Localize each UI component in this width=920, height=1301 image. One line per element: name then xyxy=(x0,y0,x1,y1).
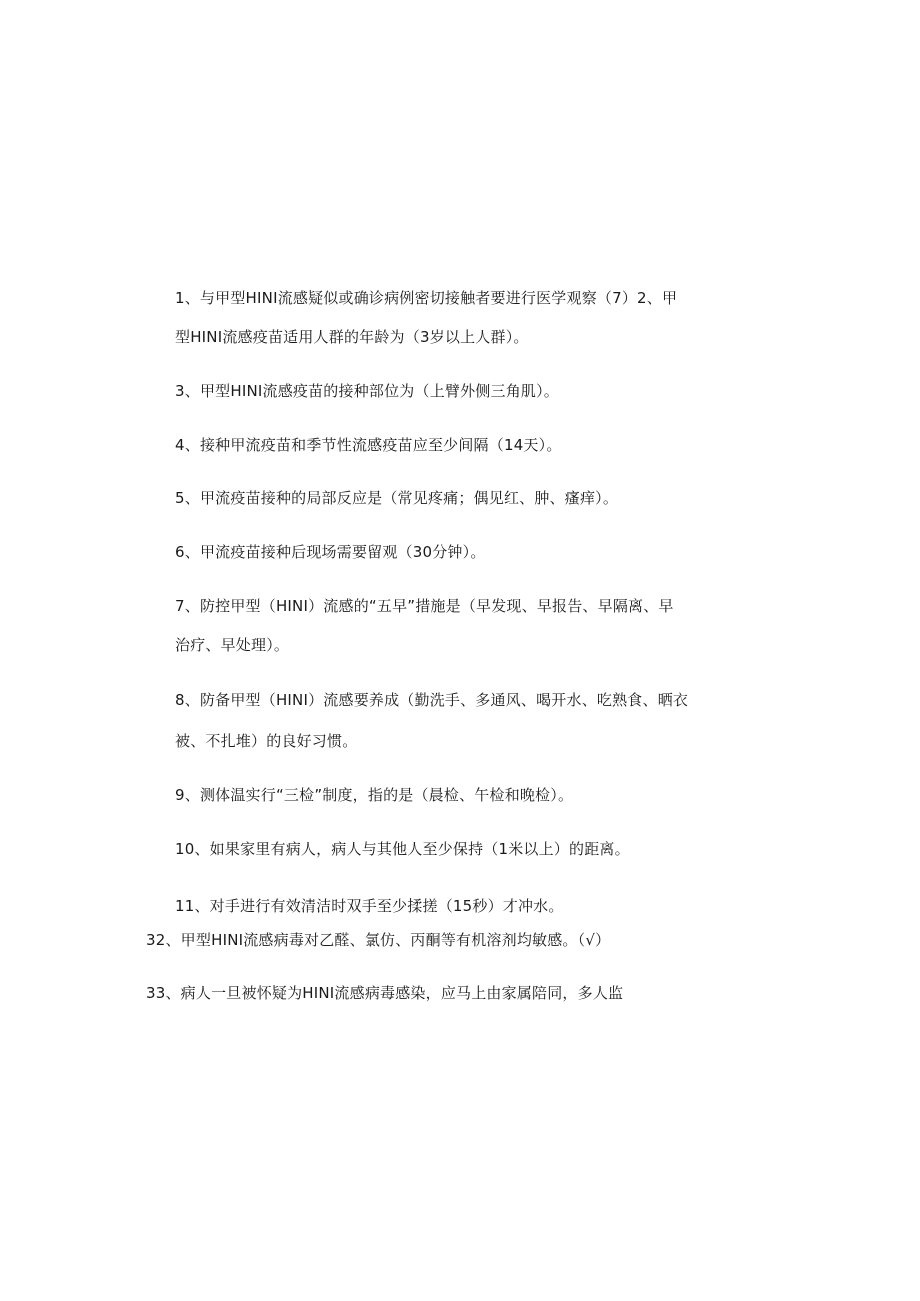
q8-line-1: 8、防备甲型（HINI）流感要养成（勤洗手、多通风、喝开水、吃熟食、晒衣 xyxy=(175,691,689,709)
q11-line: 11、对手进行有效清洁时双手至少揉搓（15秒）才冲水。 xyxy=(175,897,564,915)
q9-line: 9、测体温实行“三检”制度，指的是（晨检、午检和晚检）。 xyxy=(175,786,574,804)
q33-line: 33、病人一旦被怀疑为HINI流感病毒感染，应马上由家属陪同，多人监 xyxy=(146,984,624,1002)
q5-line: 5、甲流疫苗接种的局部反应是（常见疼痛；偶见红、肿、瘙痒）。 xyxy=(175,489,619,507)
q6-line: 6、甲流疫苗接种后现场需要留观（30分钟）。 xyxy=(175,543,486,561)
q7-line-2: 治疗、早处理）。 xyxy=(175,636,290,654)
q7-line-1: 7、防控甲型（HINI）流感的“五早”措施是（早发现、早报告、早隔离、早 xyxy=(175,597,674,615)
q32-line: 32、甲型HINI流感病毒对乙醛、氯仿、丙酮等有机溶剂均敏感。（√） xyxy=(146,931,611,949)
q8-line-2: 被、不扎堆）的良好习惯。 xyxy=(175,732,358,750)
q10-line: 10、如果家里有病人，病人与其他人至少保持（1米以上）的距离。 xyxy=(175,840,630,858)
q4-line: 4、接种甲流疫苗和季节性流感疫苗应至少间隔（14天）。 xyxy=(175,436,562,454)
q1-line-1: 1、与甲型HINI流感疑似或确诊病例密切接触者要进行医学观察（7）2、甲 xyxy=(175,289,678,307)
q3-line: 3、甲型HINI流感疫苗的接种部位为（上臂外侧三角肌）。 xyxy=(175,382,559,400)
q1-line-2: 型HINI流感疫苗适用人群的年龄为（3岁以上人群）。 xyxy=(175,328,529,346)
